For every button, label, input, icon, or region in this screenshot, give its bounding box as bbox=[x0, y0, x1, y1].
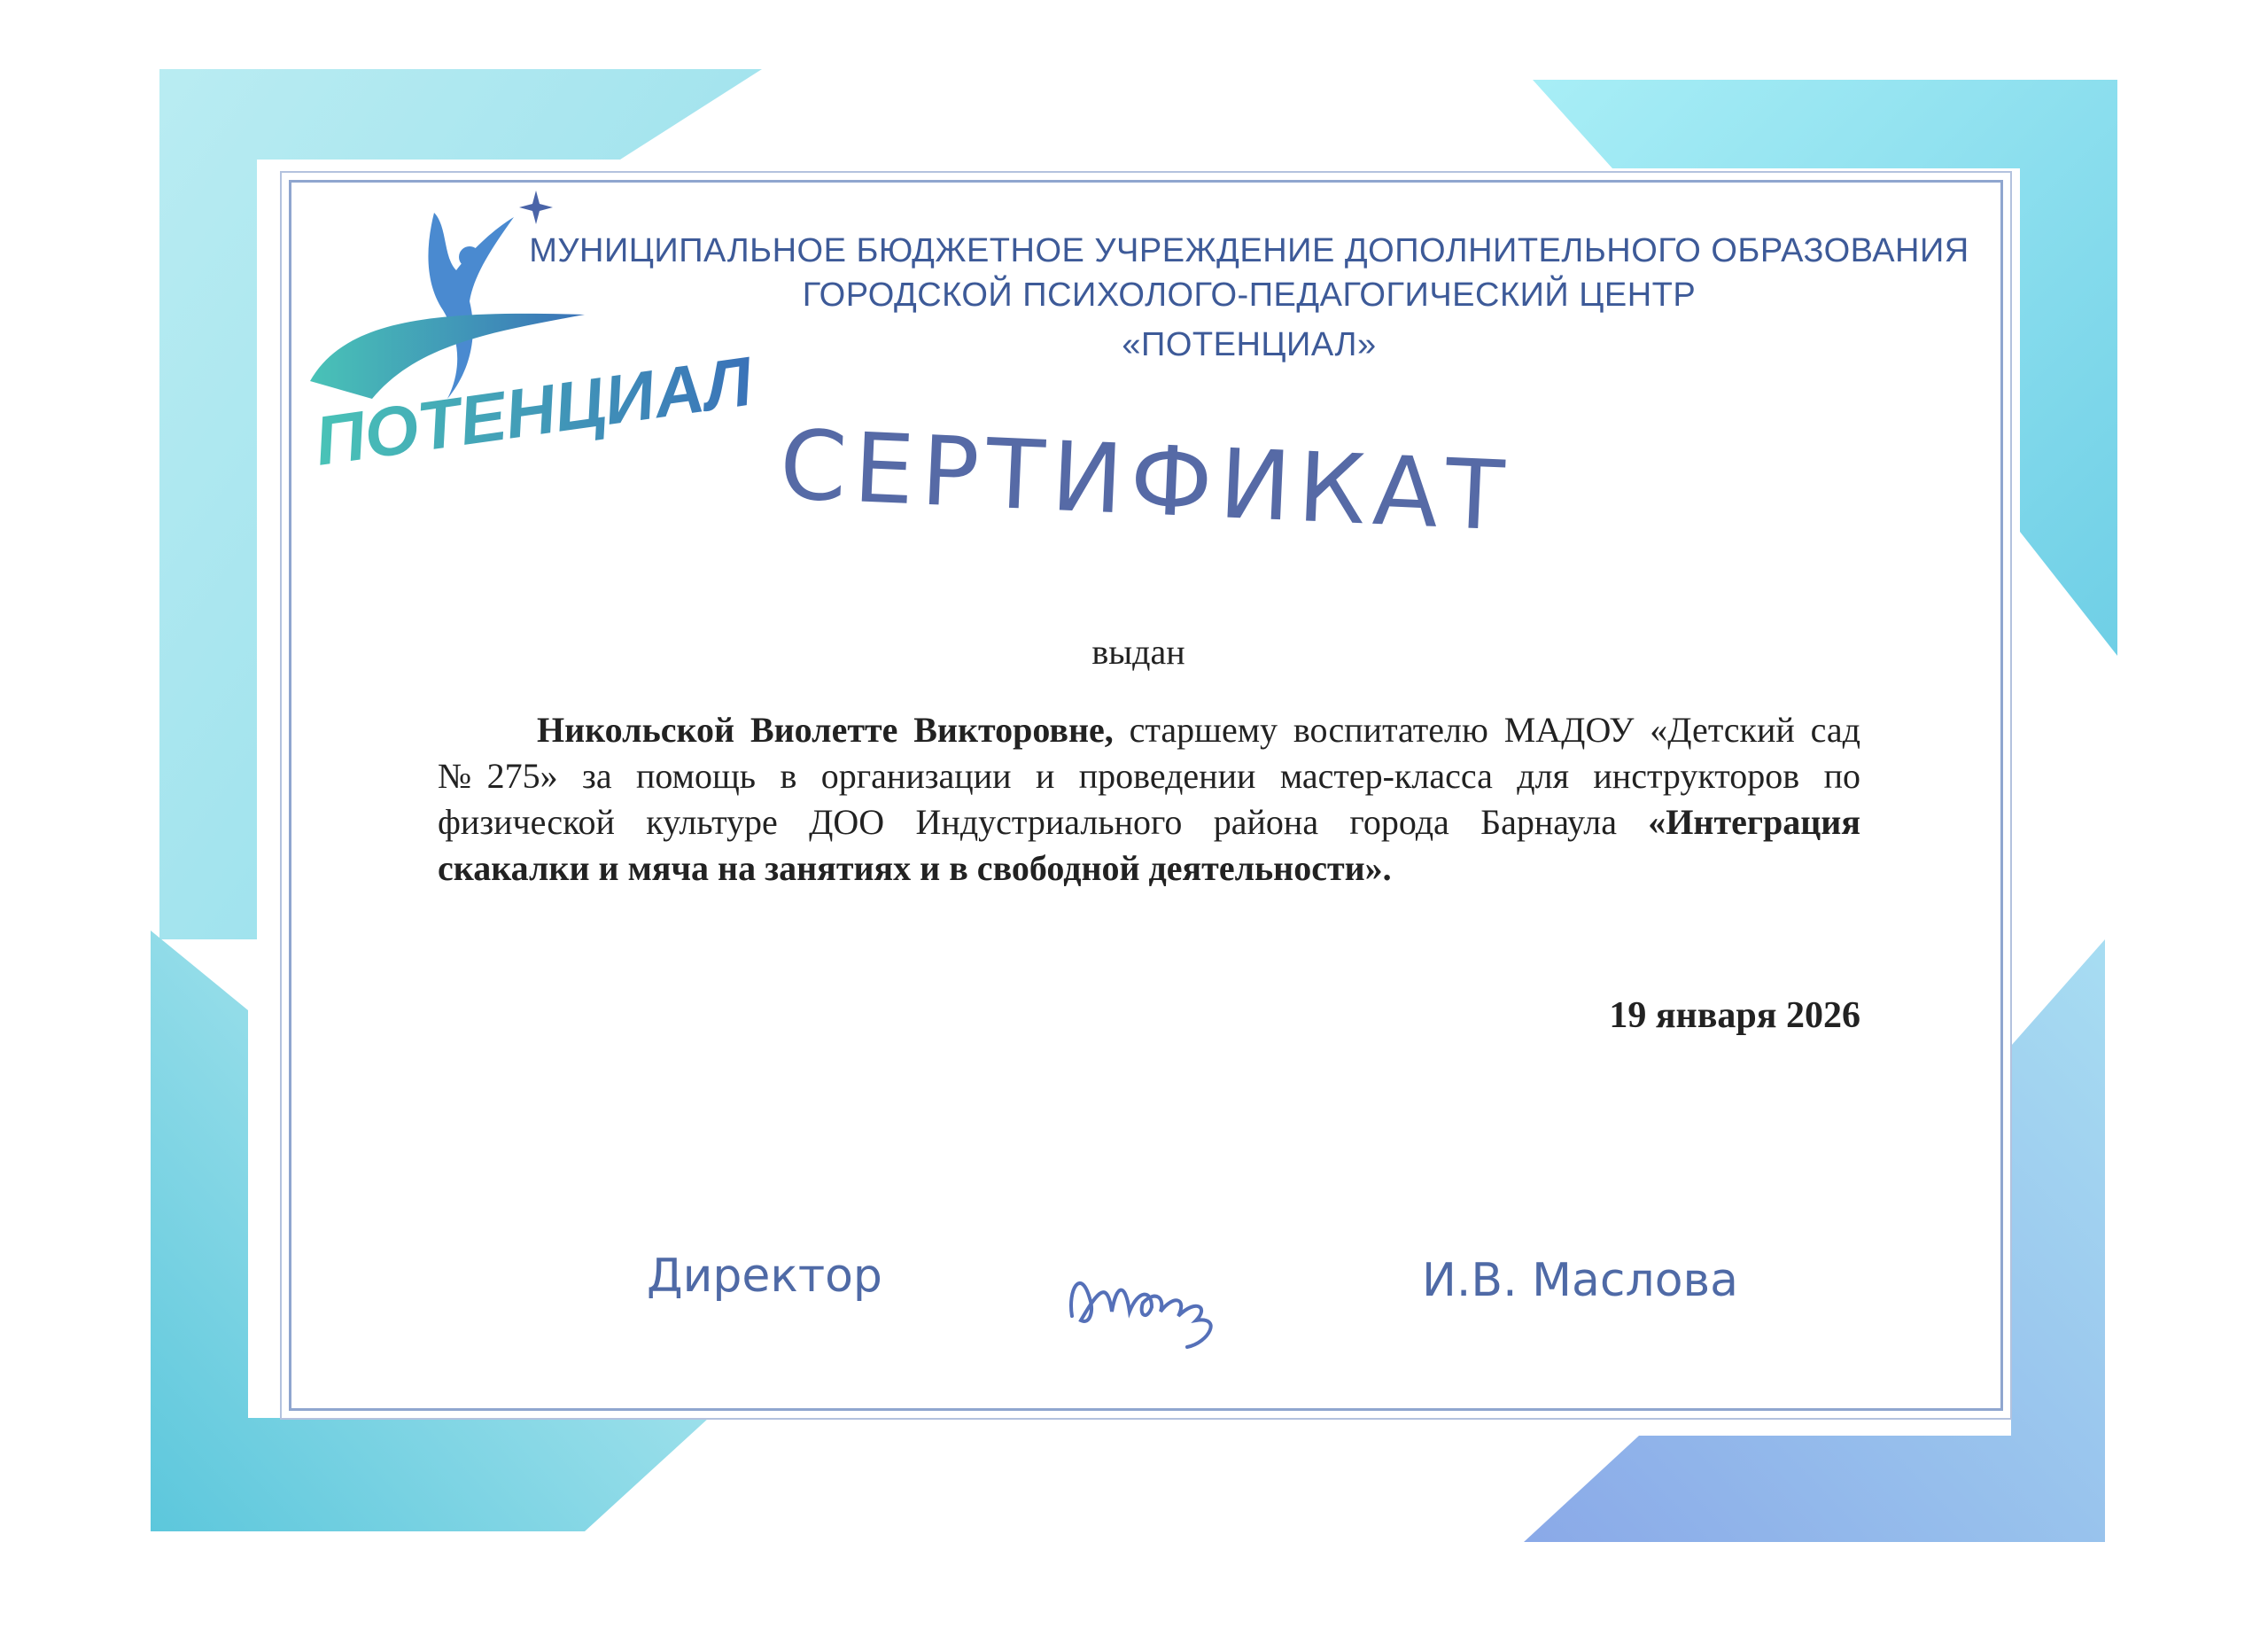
signature bbox=[1054, 1236, 1249, 1351]
signatory-name: И.В. Маслова bbox=[1422, 1254, 1739, 1307]
masterclass-topic: «Интеграция скакалки и мяча на занятиях и в свободной деятельности». bbox=[438, 802, 1860, 888]
org-line-3: «ПОТЕНЦИАЛ» bbox=[1122, 326, 1377, 363]
issue-date: 19 января 2026 bbox=[1609, 995, 1860, 1036]
issued-label: выдан bbox=[1091, 632, 1185, 672]
body-text: старшему воспитателю МАДОУ «Детский сад №275» за помощь в организации и проведении мастер-класса для инструкторов по физической культуре ДОО Индустриального района города Барнаула bbox=[438, 710, 1861, 842]
org-line-1: МУНИЦИПАЛЬНОЕ БЮДЖЕТНОЕ УЧРЕЖДЕНИЕ ДОПОЛНИТЕЛЬНОГО ОБРАЗОВАНИЯ bbox=[529, 232, 1969, 269]
star-icon bbox=[519, 191, 553, 224]
svg-text:ПОТЕНЦИАЛ: ПОТЕНЦИАЛ bbox=[310, 341, 757, 480]
signatory-role: Директор bbox=[647, 1250, 882, 1303]
certificate-title: СЕРТИФИКАТ bbox=[777, 409, 1514, 553]
certificate-body bbox=[438, 707, 1860, 892]
recipient-name: Никольской Виолетте Викторовне, bbox=[537, 710, 1114, 750]
org-line-2: ГОРОДСКОЙ ПСИХОЛОГО-ПЕДАГОГИЧЕСКИЙ ЦЕНТР bbox=[802, 276, 1697, 314]
